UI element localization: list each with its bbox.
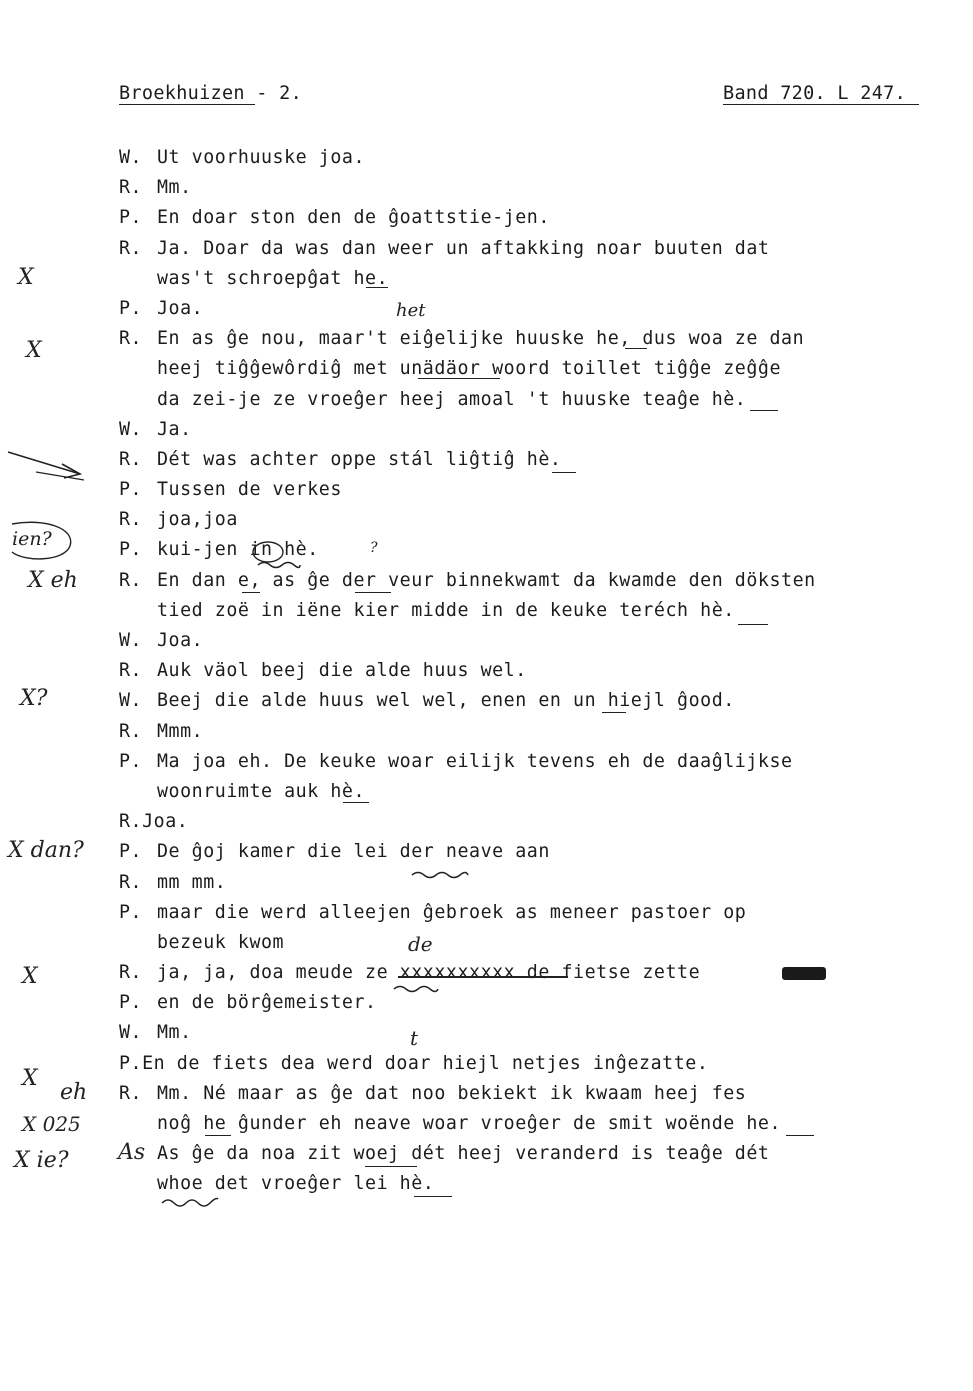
transcript-line (119, 717, 879, 747)
margin-note: X (26, 338, 42, 363)
transcript-line (119, 747, 879, 777)
transcript-line (119, 566, 879, 596)
text-underline (602, 712, 626, 713)
speaker-label: R. (119, 237, 143, 259)
handwritten-insertion: de (408, 932, 433, 956)
margin-note: X (18, 265, 34, 290)
tape-reference: Band 720. L 247. (723, 83, 907, 104)
utterance-text: joa,joa (157, 509, 238, 531)
speaker-label: P. (119, 479, 143, 501)
text-underline (418, 378, 500, 379)
utterance-text: woonruimte auk hè. (157, 780, 366, 802)
transcript-line (119, 143, 879, 173)
speaker-label: W. (119, 147, 143, 168)
text-underline (786, 1135, 814, 1136)
handwritten-insertion: ? (370, 540, 378, 556)
speaker-label: R. (119, 177, 143, 199)
speaker-label: P. (119, 841, 143, 863)
speaker-label: P. (119, 901, 143, 923)
utterance-text: kui-jen in hè. (157, 539, 319, 561)
scribble-blot (782, 967, 826, 980)
utterance-text: en de börĝemeister. (157, 992, 377, 1014)
utterance-text: En de fiets dea werd doar hiejl netjes inĝezatte. (142, 1052, 709, 1074)
arrow-mark (6, 446, 86, 486)
speaker-label: R. (119, 1082, 143, 1104)
text-underline (552, 472, 576, 473)
transcript-line (119, 1139, 879, 1169)
speaker-label: R. (119, 811, 143, 833)
transcript-line (119, 173, 879, 203)
text-underline (205, 1135, 231, 1136)
transcript-line (119, 264, 879, 294)
utterance-text: En doar ston den de ĝoattstie-jen. (157, 207, 550, 229)
speaker-label: R. (119, 569, 143, 591)
speaker-label: W. (119, 690, 143, 712)
speaker-label: P. (119, 1052, 143, 1074)
transcript-line (119, 234, 879, 264)
utterance-text: whoe det vroeĝer lei hè. (157, 1173, 435, 1195)
utterance-text: maar die werd alleejen ĝebroek as meneer pastoer op (157, 901, 747, 923)
utterance-text: tied zoë in iëne kier midde in de keuke teréch hè. (157, 599, 735, 621)
margin-note: X ie? (14, 1148, 69, 1173)
page-title: Broekhuizen - 2. (119, 83, 303, 104)
transcript-line (119, 294, 879, 324)
speaker-label: P. (119, 297, 143, 319)
margin-note: X? (20, 686, 48, 711)
transcript-line (119, 958, 879, 988)
utterance-text: ja, ja, doa meude ze xxxxxxxxxx de fietse zette (157, 962, 701, 984)
speaker-label: R. (119, 328, 143, 350)
utterance-text: De ĝoj kamer die lei der neave aan (157, 841, 550, 863)
speaker-label: R. (119, 962, 143, 984)
strikethrough-mark (398, 976, 568, 978)
transcript-line (119, 837, 879, 867)
speaker-label: P. (119, 539, 143, 561)
handwritten-insertion: As (118, 1140, 146, 1165)
utterance-text: Joa. (157, 630, 204, 651)
wavy-underline (160, 1197, 220, 1209)
transcript-line (119, 415, 879, 445)
utterance-text: Ja. (157, 418, 192, 440)
margin-note: X (22, 1066, 38, 1091)
transcript-line (119, 686, 879, 716)
text-underline (355, 592, 391, 593)
transcript-line (119, 445, 879, 475)
utterance-text: da zei-je ze vroeĝer heej amoal 't huuske teaĝe hè. (157, 388, 747, 410)
speaker-label: P. (119, 750, 143, 772)
margin-note: X 025 (22, 1112, 81, 1136)
utterance-text: Auk väol beej die alde huus wel. (157, 660, 527, 682)
text-underline (343, 802, 369, 803)
transcript-line (119, 596, 879, 626)
text-underline (414, 1196, 452, 1197)
text-underline (738, 624, 768, 625)
reference-underline (723, 104, 919, 105)
transcript-line (119, 656, 879, 686)
utterance-text: heej tiĝĝewôrdiĝ met unädäor woord toillet tiĝĝe zeĝĝe (157, 358, 782, 380)
utterance-text: Mm. (157, 1022, 192, 1044)
utterance-text: Ma joa eh. De keuke woar eilijk tevens eh de daaĝlijkse (157, 750, 793, 772)
transcript-line (119, 928, 879, 958)
utterance-text: As ĝe da noa zit woej dét heej veranderd is teaĝe dét (157, 1143, 770, 1165)
speaker-label: P. (119, 992, 143, 1014)
transcript-body (119, 143, 879, 1200)
transcript-line (119, 1079, 879, 1109)
transcript-line (119, 1018, 879, 1048)
transcript-line (119, 988, 879, 1018)
speaker-label: W. (119, 418, 143, 440)
text-underline (242, 592, 260, 593)
transcript-line (119, 898, 879, 928)
utterance-text: Dét was achter oppe stál liĝtiĝ hè. (157, 448, 562, 470)
transcript-line (119, 807, 879, 837)
transcript-line (119, 354, 879, 384)
utterance-text: Joa. (142, 811, 189, 833)
utterance-text: was't schroepĝat he. (157, 267, 389, 289)
utterance-text: Mmm. (157, 720, 204, 742)
title-underline (119, 104, 255, 105)
transcript-line (119, 324, 879, 354)
utterance-text: Ja. Doar da was dan weer un aftakking noar buuten dat (157, 237, 770, 259)
transcript-line (119, 203, 879, 233)
speaker-label: R. (119, 720, 143, 742)
utterance-text: Ut voorhuuske joa. (157, 147, 366, 168)
speaker-label: R. (119, 448, 143, 470)
margin-note: eh (60, 1080, 88, 1105)
transcript-line (119, 475, 879, 505)
speaker-label: R. (119, 871, 143, 893)
transcript-line (119, 777, 879, 807)
utterance-text: Mm. (157, 177, 192, 199)
transcript-line (119, 1169, 879, 1199)
transcript-line (119, 1049, 879, 1079)
margin-note: X (22, 964, 38, 989)
utterance-text: noĝ he ĝunder eh neave woar vroeĝer de smit woënde he. (157, 1113, 782, 1134)
speaker-label: W. (119, 630, 143, 651)
transcript-line (119, 626, 879, 656)
wavy-underline (392, 984, 440, 994)
margin-note: X eh (28, 568, 78, 593)
utterance-text: Joa. (157, 297, 204, 319)
wavy-underline (410, 870, 470, 880)
transcript-line (119, 505, 879, 535)
text-underline (365, 1166, 417, 1167)
speaker-label: W. (119, 1022, 143, 1044)
transcript-line (119, 1109, 879, 1139)
handwritten-insertion: het (396, 300, 426, 321)
utterance-text: Tussen de verkes (157, 479, 342, 501)
circle-mark (4, 518, 76, 564)
utterance-text: bezeuk kwom (157, 931, 285, 953)
utterance-text: En dan e, as ĝe der veur binnekwamt da kwamde den döksten (157, 569, 816, 591)
transcript-line (119, 535, 879, 565)
text-underline (366, 287, 388, 288)
utterance-text: En as ĝe nou, maar't eiĝelijke huuske he, dus woa ze dan (157, 328, 805, 350)
handwritten-insertion: t (410, 1026, 419, 1050)
text-underline (625, 348, 647, 349)
margin-note: X dan? (8, 838, 84, 863)
utterance-text: mm mm. (157, 871, 227, 893)
margin-note: ien? (12, 528, 52, 550)
text-underline (750, 410, 778, 411)
transcript-line (119, 868, 879, 898)
speaker-label: P. (119, 207, 143, 229)
utterance-text: Beej die alde huus wel wel, enen en un hiejl ĝood. (157, 690, 735, 712)
speaker-label: R. (119, 660, 143, 682)
speaker-label: R. (119, 509, 143, 531)
wavy-underline (256, 560, 302, 570)
utterance-text: Mm. Né maar as ĝe dat noo bekiekt ik kwaam heej fes (157, 1082, 747, 1104)
